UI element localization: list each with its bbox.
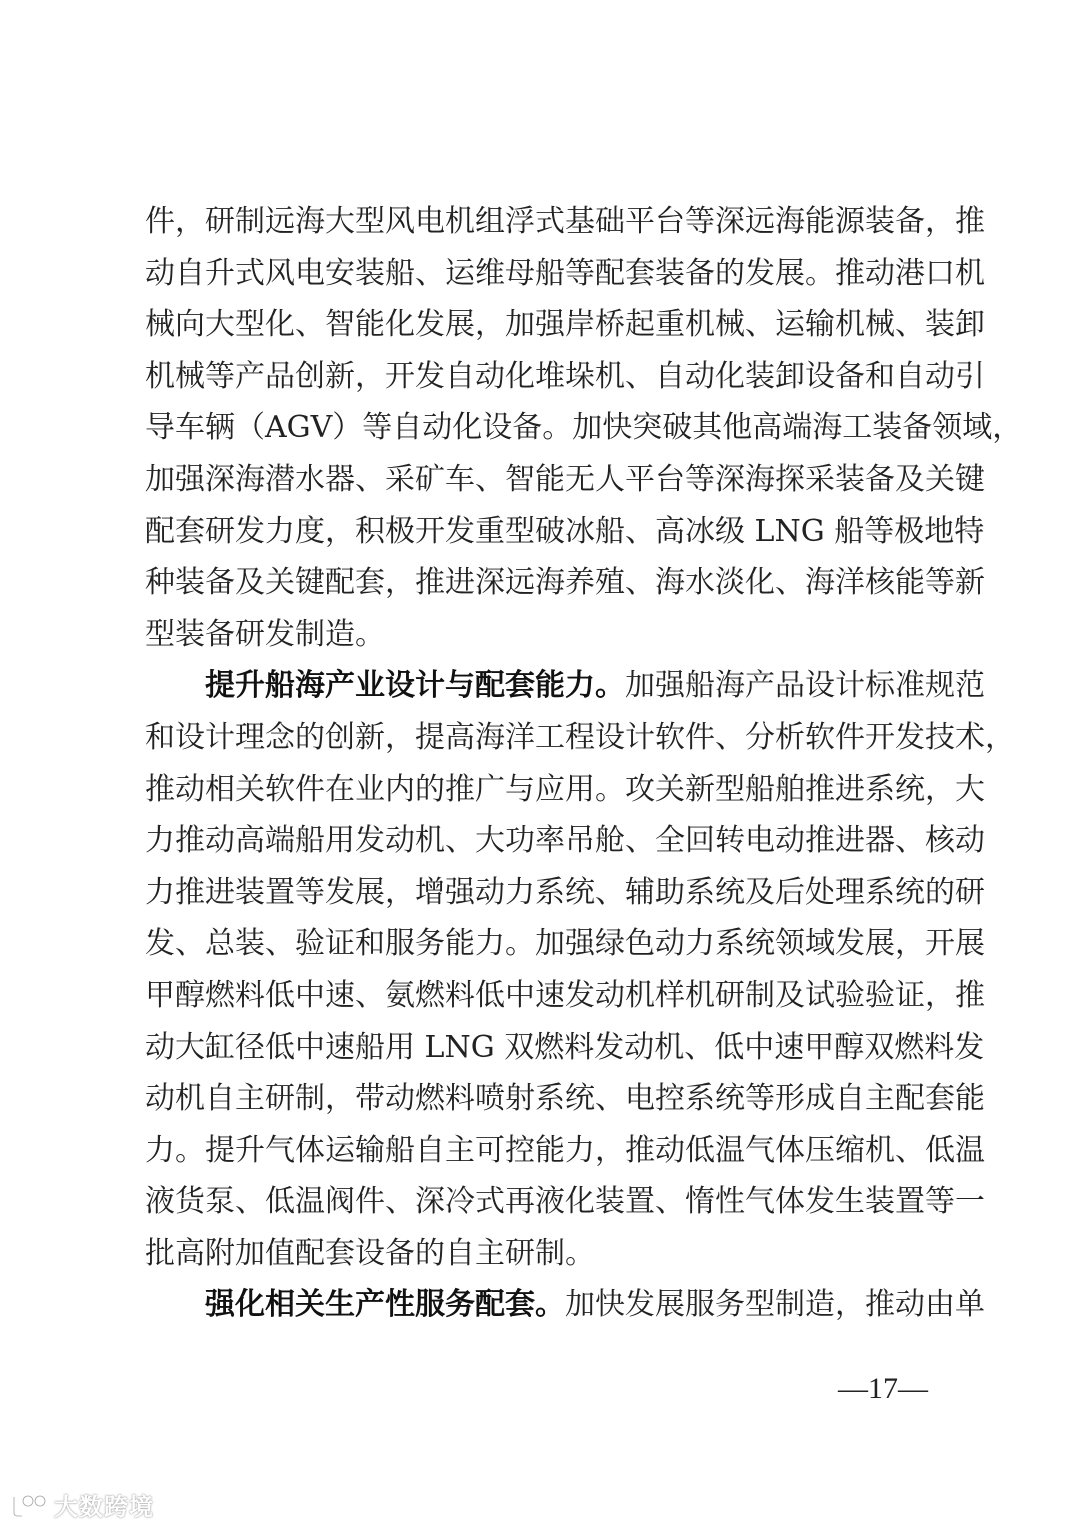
text-line: 甲醇燃料低中速、氨燃料低中速发动机样机研制及试验验证，推 xyxy=(145,977,985,1013)
text-line: 动机自主研制，带动燃料喷射系统、电控系统等形成自主配套能 xyxy=(145,1081,985,1117)
text-line: 力。提升气体运输船自主可控能力，推动低温气体压缩机、低温 xyxy=(145,1132,985,1168)
text-line: 发、总装、验证和服务能力。加强绿色动力系统领域发展，开展 xyxy=(145,926,985,962)
paragraph-first-line xyxy=(145,660,985,712)
text-line: 械向大型化、智能化发展，加强岸桥起重机械、运输机械、装卸 xyxy=(145,307,985,343)
paragraph-heading: 强化相关生产性服务配套。 xyxy=(205,1287,565,1323)
page-number: —17— xyxy=(838,1372,928,1405)
paragraph-first-line xyxy=(145,1279,985,1331)
text-line: 型装备研发制造。 xyxy=(145,616,385,652)
text-line: 配套研发力度，积极开发重型破冰船、高冰级 LNG 船等极地特 xyxy=(145,513,985,549)
paragraph-heading: 提升船海产业设计与配套能力。 xyxy=(205,668,625,704)
text-line: 动自升式风电安装船、运维母船等配套装备的发展。推动港口机 xyxy=(145,255,985,291)
dashu-logo-icon xyxy=(8,1491,50,1519)
text-line: 批高附加值配套设备的自主研制。 xyxy=(145,1235,595,1271)
text-line: 液货泵、低温阀件、深冷式再液化装置、惰性气体发生装置等一 xyxy=(145,1184,985,1220)
text-line: 力推动高端船用发动机、大功率吊舱、全回转电动推进器、核动 xyxy=(145,823,985,859)
text-run: 加强船海产品设计标准规范 xyxy=(625,668,985,704)
text-line: 力推进装置等发展，增强动力系统、辅助系统及后处理系统的研 xyxy=(145,874,985,910)
text-line: 和设计理念的创新，提高海洋工程设计软件、分析软件开发技术， xyxy=(145,719,1015,755)
text-line: 动大缸径低中速船用 LNG 双燃料发动机、低中速甲醇双燃料发 xyxy=(145,1029,985,1065)
text-line: 机械等产品创新，开发自动化堆垛机、自动化装卸设备和自动引 xyxy=(145,358,985,394)
text-line: 种装备及关键配套，推进深远海养殖、海水淡化、海洋核能等新 xyxy=(145,565,985,601)
text-line: 推动相关软件在业内的推广与应用。攻关新型船舶推进系统，大 xyxy=(145,771,985,807)
body-text xyxy=(145,196,1023,1331)
text-line: 加强深海潜水器、采矿车、智能无人平台等深海探采装备及关键 xyxy=(145,461,985,497)
text-run: 加快发展服务型制造，推动由单 xyxy=(565,1287,985,1323)
watermark-text: 大数跨境 xyxy=(54,1493,154,1521)
watermark xyxy=(8,1487,154,1522)
text-line: 件，研制远海大型风电机组浮式基础平台等深远海能源装备，推 xyxy=(145,204,985,239)
text-line: 导车辆（AGV）等自动化设备。加快突破其他高端海工装备领域， xyxy=(145,410,1023,446)
